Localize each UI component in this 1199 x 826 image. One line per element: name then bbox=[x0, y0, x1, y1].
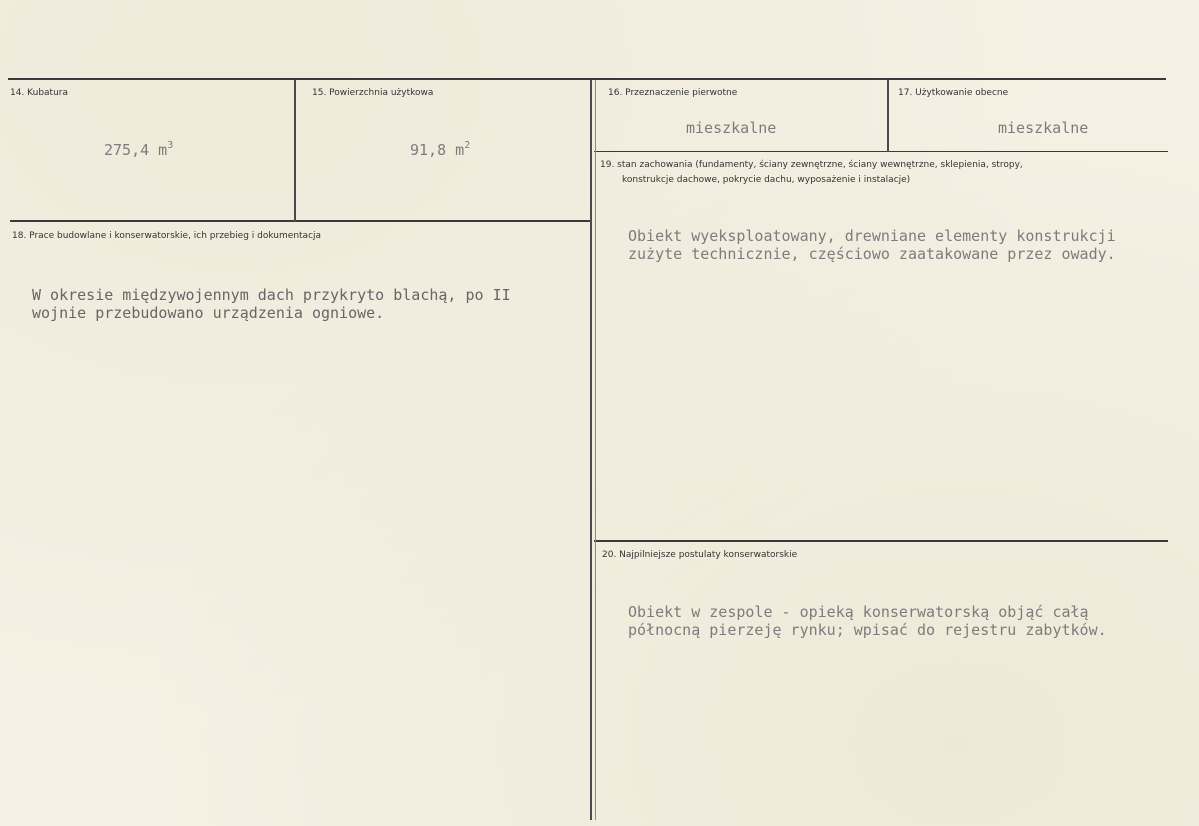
divider-left-right bbox=[590, 80, 592, 820]
field-15-label: 15. Powierzchnia użytkowa bbox=[312, 88, 434, 98]
field-20-line-2: północną pierzeję rynku; wpisać do rejestru zabytków. bbox=[628, 621, 1107, 639]
field-20-label: 20. Najpilniejsze postulaty konserwatorskie bbox=[602, 550, 798, 560]
field-19-label-line-2: konstrukcje dachowe, pokrycie dachu, wyposażenie i instalacje) bbox=[622, 175, 911, 185]
divider-left-right-inner bbox=[595, 80, 596, 820]
field-19-line-1: Obiekt wyeksploatowany, drewniane elementy konstrukcji bbox=[628, 227, 1116, 245]
field-16-value: mieszkalne bbox=[686, 119, 777, 137]
divider-16-17 bbox=[887, 80, 889, 152]
rule-under-14-15 bbox=[10, 220, 590, 222]
divider-14-15 bbox=[294, 80, 296, 222]
rule-under-16-17 bbox=[594, 151, 1168, 152]
field-17-label: 17. Użytkowanie obecne bbox=[898, 88, 1009, 98]
field-15-number: 91,8 m bbox=[410, 141, 465, 159]
field-20-line-1: Obiekt w zespole - opieką konserwatorską objąć całą bbox=[628, 603, 1089, 621]
top-rule bbox=[8, 78, 1166, 80]
field-18-label: 18. Prace budowlane i konserwatorskie, ich przebieg i dokumentacja bbox=[12, 231, 322, 241]
field-14-value bbox=[104, 136, 173, 160]
field-14-exponent: 3 bbox=[167, 140, 174, 151]
field-15-exponent: 2 bbox=[464, 140, 471, 151]
rule-above-20 bbox=[594, 540, 1168, 542]
field-16-label: 16. Przeznaczenie pierwotne bbox=[608, 88, 738, 98]
field-18-line-2: wojnie przebudowano urządzenia ogniowe. bbox=[32, 304, 385, 322]
field-18-line-1: W okresie międzywojennym dach przykryto blachą, po II bbox=[32, 286, 511, 304]
field-14-label: 14. Kubatura bbox=[10, 88, 69, 98]
field-19-line-2: zużyte technicznie, częściowo zaatakowane przez owady. bbox=[628, 245, 1116, 263]
field-14-number: 275,4 m bbox=[104, 141, 168, 159]
field-15-value bbox=[410, 136, 470, 160]
field-17-value: mieszkalne bbox=[998, 119, 1089, 137]
field-19-label-line-1: 19. stan zachowania (fundamenty, ściany zewnętrzne, ściany wewnętrzne, sklepienia, stropy, bbox=[600, 160, 1023, 170]
